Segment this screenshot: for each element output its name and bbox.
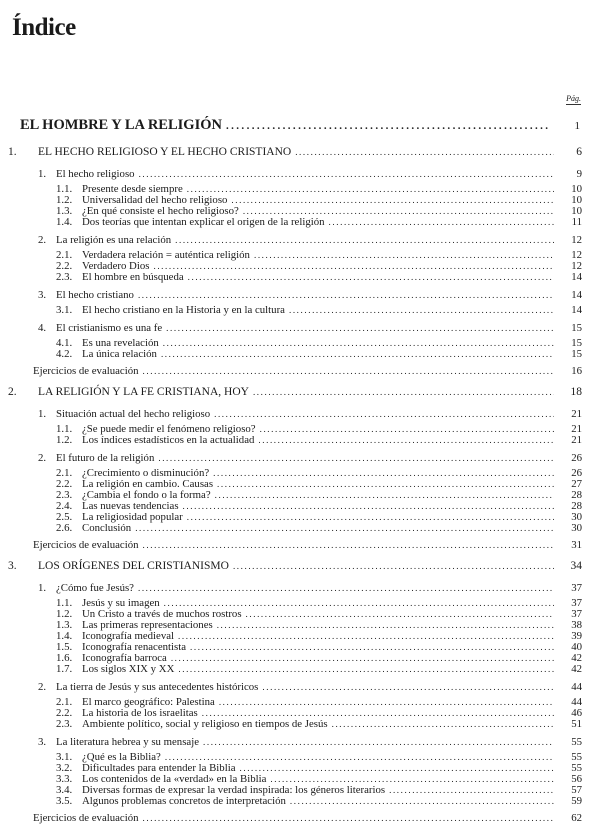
dot-leader bbox=[138, 290, 554, 300]
entry-number: 2. bbox=[38, 234, 47, 246]
toc-sub-entry[interactable] bbox=[0, 796, 600, 807]
entry-page: 44 bbox=[571, 696, 582, 708]
dot-leader bbox=[332, 719, 554, 730]
entry-page: 26 bbox=[571, 467, 582, 479]
toc-sub-entry[interactable] bbox=[0, 305, 600, 316]
dot-leader bbox=[135, 523, 554, 534]
part-label: EL HOMBRE Y LA RELIGIÓN bbox=[20, 117, 222, 133]
entry-number: 3.1. bbox=[56, 751, 73, 763]
dot-leader bbox=[203, 737, 554, 747]
dot-leader bbox=[217, 479, 554, 490]
entry-title: La religiosidad popular bbox=[82, 511, 183, 523]
entry-page: 15 bbox=[571, 322, 582, 334]
entry-title: Conclusión bbox=[82, 522, 132, 534]
dot-leader bbox=[295, 147, 554, 157]
entry-title: El cristianismo es una fe bbox=[56, 322, 163, 334]
dot-leader bbox=[158, 453, 554, 463]
entry-number: 3.3. bbox=[56, 773, 73, 785]
entry-title: Verdadera relación = auténtica religión bbox=[82, 249, 250, 261]
entry-number: 1.1. bbox=[56, 423, 73, 435]
toc-section-entry[interactable] bbox=[0, 168, 600, 181]
toc-exercise-entry[interactable] bbox=[0, 539, 600, 552]
entry-title: ¿En qué consiste el hecho religioso? bbox=[82, 205, 239, 217]
dot-leader bbox=[246, 609, 554, 620]
page-column-header: Pág. bbox=[566, 94, 581, 103]
entry-number: 1.5. bbox=[56, 641, 73, 653]
entry-page: 55 bbox=[571, 762, 582, 774]
dot-leader bbox=[187, 184, 554, 195]
entry-title: El hecho cristiano en la Historia y en la cultura bbox=[82, 304, 285, 316]
part-heading[interactable] bbox=[20, 117, 580, 134]
entry-page: 14 bbox=[571, 289, 582, 301]
toc-chapter-entry[interactable] bbox=[0, 386, 600, 400]
toc-section-entry[interactable] bbox=[0, 234, 600, 247]
dot-leader bbox=[254, 250, 554, 261]
entry-page: 59 bbox=[571, 795, 582, 807]
entry-title: Diversas formas de expresar la verdad inspirada: los géneros literarios bbox=[82, 784, 386, 796]
toc-section-entry[interactable] bbox=[0, 582, 600, 595]
entry-page: 14 bbox=[571, 271, 582, 283]
entry-number: 3.1. bbox=[56, 304, 73, 316]
entry-title: Universalidad del hecho religioso bbox=[82, 194, 228, 206]
toc-section-entry[interactable] bbox=[0, 452, 600, 465]
entry-number: 2.2. bbox=[56, 707, 73, 719]
entry-title: Dos teorías que intentan explicar el origen de la religión bbox=[82, 216, 325, 228]
entry-number: 1.6. bbox=[56, 652, 73, 664]
entry-number: 2.1. bbox=[56, 249, 73, 261]
toc-section-entry[interactable] bbox=[0, 681, 600, 694]
entry-title: La literatura hebrea y su mensaje bbox=[56, 736, 199, 748]
entry-page: 10 bbox=[571, 205, 582, 217]
entry-number: 2. bbox=[38, 452, 47, 464]
entry-number: 1.3. bbox=[56, 619, 73, 631]
entry-page: 31 bbox=[571, 539, 582, 551]
toc-sub-entry[interactable] bbox=[0, 272, 600, 283]
dot-leader bbox=[153, 261, 554, 272]
toc-exercise-entry[interactable] bbox=[0, 365, 600, 378]
entry-number: 2.3. bbox=[56, 489, 73, 501]
toc-chapter-entry[interactable] bbox=[0, 146, 600, 160]
entry-number: 1.4. bbox=[56, 630, 73, 642]
entry-title: El hecho religioso bbox=[56, 168, 135, 180]
entry-title: LA RELIGIÓN Y LA FE CRISTIANA, HOY bbox=[38, 386, 249, 398]
dot-leader bbox=[161, 349, 554, 360]
entry-number: 2.3. bbox=[56, 718, 73, 730]
dot-leader bbox=[183, 501, 554, 512]
dot-leader bbox=[215, 490, 554, 501]
entry-number: 4. bbox=[38, 322, 47, 334]
entry-title: Iconografía medieval bbox=[82, 630, 175, 642]
entry-page: 56 bbox=[571, 773, 582, 785]
entry-number: 2.6. bbox=[56, 522, 73, 534]
entry-page: 42 bbox=[571, 663, 582, 675]
toc-sub-entry[interactable] bbox=[0, 664, 600, 675]
entry-number: 1. bbox=[8, 146, 17, 158]
toc-section-entry[interactable] bbox=[0, 322, 600, 335]
entry-page: 55 bbox=[571, 751, 582, 763]
entry-title: Las nuevas tendencias bbox=[82, 500, 179, 512]
entry-page: 12 bbox=[571, 249, 582, 261]
entry-page: 6 bbox=[576, 146, 582, 158]
entry-title: Las primeras representaciones bbox=[82, 619, 213, 631]
dot-leader bbox=[253, 387, 554, 397]
entry-title: Dificultades para entender la Biblia bbox=[82, 762, 236, 774]
entry-page: 11 bbox=[571, 216, 582, 228]
entry-title: Ejercicios de evaluación bbox=[33, 539, 139, 551]
dot-leader bbox=[260, 424, 554, 435]
entry-number: 1. bbox=[38, 168, 47, 180]
entry-number: 2.4. bbox=[56, 500, 73, 512]
entry-title: Un Cristo a través de muchos rostros bbox=[82, 608, 242, 620]
entry-page: 34 bbox=[570, 560, 582, 572]
dot-leader bbox=[262, 682, 554, 692]
entry-page: 12 bbox=[571, 234, 582, 246]
dot-leader bbox=[289, 305, 554, 316]
entry-title: Iconografía renacentista bbox=[82, 641, 187, 653]
entry-number: 1.4. bbox=[56, 216, 73, 228]
dot-leader bbox=[214, 409, 554, 419]
dot-leader bbox=[139, 169, 554, 179]
entry-number: 3.5. bbox=[56, 795, 73, 807]
dot-leader bbox=[329, 217, 554, 228]
entry-number: 2.3. bbox=[56, 271, 73, 283]
entry-page: 51 bbox=[571, 718, 582, 730]
dot-leader bbox=[240, 763, 555, 774]
entry-title: Situación actual del hecho religioso bbox=[56, 408, 211, 420]
entry-page: 38 bbox=[571, 619, 582, 631]
entry-page: 46 bbox=[571, 707, 582, 719]
entry-page: 21 bbox=[571, 408, 582, 420]
entry-title: Verdadero Dios bbox=[82, 260, 150, 272]
dot-leader bbox=[217, 620, 554, 631]
dot-leader bbox=[290, 796, 554, 807]
entry-page: 10 bbox=[571, 194, 582, 206]
dot-leader bbox=[219, 697, 554, 708]
entry-title: Los índices estadísticos en la actualidad bbox=[82, 434, 255, 446]
entry-page: 15 bbox=[571, 337, 582, 349]
entry-page: 9 bbox=[576, 168, 582, 180]
toc-sub-entry[interactable] bbox=[0, 349, 600, 360]
entry-title: Iconografía barroca bbox=[82, 652, 167, 664]
dot-leader bbox=[166, 323, 554, 333]
entry-title: Ambiente político, social y religioso en tiempos de Jesús bbox=[82, 718, 328, 730]
entry-title: La religión en cambio. Causas bbox=[82, 478, 214, 490]
entry-number: 1.2. bbox=[56, 434, 73, 446]
dot-leader bbox=[143, 540, 554, 550]
entry-number: 1.3. bbox=[56, 205, 73, 217]
entry-page: 16 bbox=[571, 365, 582, 377]
dot-leader bbox=[231, 195, 554, 206]
dot-leader bbox=[213, 468, 554, 479]
entry-title: ¿Cómo fue Jesús? bbox=[56, 582, 134, 594]
toc-exercise-entry[interactable] bbox=[0, 812, 600, 825]
toc-sub-entry[interactable] bbox=[0, 435, 600, 446]
dot-leader bbox=[190, 642, 554, 653]
entry-number: 3. bbox=[8, 560, 17, 572]
entry-title: Los siglos XIX y XX bbox=[82, 663, 175, 675]
dot-leader bbox=[233, 561, 554, 571]
entry-page: 15 bbox=[571, 348, 582, 360]
entry-title: Jesús y su imagen bbox=[82, 597, 160, 609]
entry-number: 2.1. bbox=[56, 467, 73, 479]
entry-page: 37 bbox=[571, 608, 582, 620]
entry-title: El hecho cristiano bbox=[56, 289, 134, 301]
entry-page: 62 bbox=[571, 812, 582, 824]
dot-leader bbox=[389, 785, 554, 796]
entry-number: 1. bbox=[38, 582, 47, 594]
entry-title: ¿Crecimiento o disminución? bbox=[82, 467, 210, 479]
entry-title: Presente desde siempre bbox=[82, 183, 183, 195]
entry-title: Ejercicios de evaluación bbox=[33, 365, 139, 377]
toc-section-entry[interactable] bbox=[0, 289, 600, 302]
entry-title: La religión es una relación bbox=[56, 234, 172, 246]
entry-title: Ejercicios de evaluación bbox=[33, 812, 139, 824]
entry-number: 3. bbox=[38, 736, 47, 748]
entry-page: 26 bbox=[571, 452, 582, 464]
toc-sub-entry[interactable] bbox=[0, 523, 600, 534]
part-page: 1 bbox=[574, 120, 580, 132]
entry-title: EL HECHO RELIGIOSO Y EL HECHO CRISTIANO bbox=[38, 146, 292, 158]
entry-page: 10 bbox=[571, 183, 582, 195]
dot-leader bbox=[143, 366, 554, 376]
entry-page: 30 bbox=[571, 511, 582, 523]
entry-number: 1.1. bbox=[56, 183, 73, 195]
entry-title: La única relación bbox=[82, 348, 157, 360]
entry-title: ¿Qué es la Biblia? bbox=[82, 751, 161, 763]
table-of-contents bbox=[0, 146, 600, 825]
entry-title: El hombre en búsqueda bbox=[82, 271, 184, 283]
toc-sub-entry[interactable] bbox=[0, 719, 600, 730]
entry-number: 2.2. bbox=[56, 260, 73, 272]
dot-leader bbox=[178, 631, 554, 642]
entry-number: 4.2. bbox=[56, 348, 73, 360]
entry-title: ¿Cambia el fondo o la forma? bbox=[82, 489, 211, 501]
dot-leader bbox=[226, 120, 549, 132]
toc-sub-entry[interactable] bbox=[0, 217, 600, 228]
entry-title: La historia de los israelitas bbox=[82, 707, 198, 719]
entry-page: 28 bbox=[571, 500, 582, 512]
entry-title: Los contenidos de la «verdad» en la Biblia bbox=[82, 773, 267, 785]
entry-title: La tierra de Jesús y sus antecedentes históricos bbox=[56, 681, 259, 693]
dot-leader bbox=[187, 512, 554, 523]
entry-page: 55 bbox=[571, 736, 582, 748]
dot-leader bbox=[175, 235, 554, 245]
entry-number: 2. bbox=[38, 681, 47, 693]
entry-page: 44 bbox=[571, 681, 582, 693]
dot-leader bbox=[258, 435, 554, 446]
entry-number: 3.4. bbox=[56, 784, 73, 796]
entry-title: Es una revelación bbox=[82, 337, 159, 349]
entry-number: 2.1. bbox=[56, 696, 73, 708]
entry-page: 37 bbox=[571, 597, 582, 609]
entry-title: El marco geográfico: Palestina bbox=[82, 696, 215, 708]
entry-page: 18 bbox=[570, 386, 582, 398]
dot-leader bbox=[188, 272, 554, 283]
entry-number: 1.1. bbox=[56, 597, 73, 609]
entry-number: 1. bbox=[38, 408, 47, 420]
entry-page: 28 bbox=[571, 489, 582, 501]
page-title: Índice bbox=[12, 14, 76, 41]
entry-page: 27 bbox=[571, 478, 582, 490]
toc-chapter-entry[interactable] bbox=[0, 560, 600, 574]
entry-page: 12 bbox=[571, 260, 582, 272]
entry-number: 3.2. bbox=[56, 762, 73, 774]
dot-leader bbox=[138, 583, 554, 593]
entry-number: 2.2. bbox=[56, 478, 73, 490]
entry-page: 37 bbox=[571, 582, 582, 594]
entry-page: 57 bbox=[571, 784, 582, 796]
entry-page: 42 bbox=[571, 652, 582, 664]
entry-number: 2.5. bbox=[56, 511, 73, 523]
entry-number: 3. bbox=[38, 289, 47, 301]
entry-title: Algunos problemas concretos de interpretación bbox=[82, 795, 286, 807]
entry-number: 1.2. bbox=[56, 608, 73, 620]
entry-number: 2. bbox=[8, 386, 17, 398]
entry-page: 21 bbox=[571, 423, 582, 435]
entry-title: El futuro de la religión bbox=[56, 452, 155, 464]
entry-title: ¿Se puede medir el fenómeno religioso? bbox=[82, 423, 256, 435]
entry-page: 40 bbox=[571, 641, 582, 653]
dot-leader bbox=[163, 338, 554, 349]
entry-page: 30 bbox=[571, 522, 582, 534]
entry-number: 1.2. bbox=[56, 194, 73, 206]
entry-page: 14 bbox=[571, 304, 582, 316]
entry-number: 4.1. bbox=[56, 337, 73, 349]
toc-section-entry[interactable] bbox=[0, 408, 600, 421]
dot-leader bbox=[171, 653, 554, 664]
entry-page: 39 bbox=[571, 630, 582, 642]
toc-section-entry[interactable] bbox=[0, 736, 600, 749]
entry-number: 1.7. bbox=[56, 663, 73, 675]
dot-leader bbox=[178, 664, 554, 675]
entry-page: 21 bbox=[571, 434, 582, 446]
entry-title: LOS ORÍGENES DEL CRISTIANISMO bbox=[38, 560, 229, 572]
